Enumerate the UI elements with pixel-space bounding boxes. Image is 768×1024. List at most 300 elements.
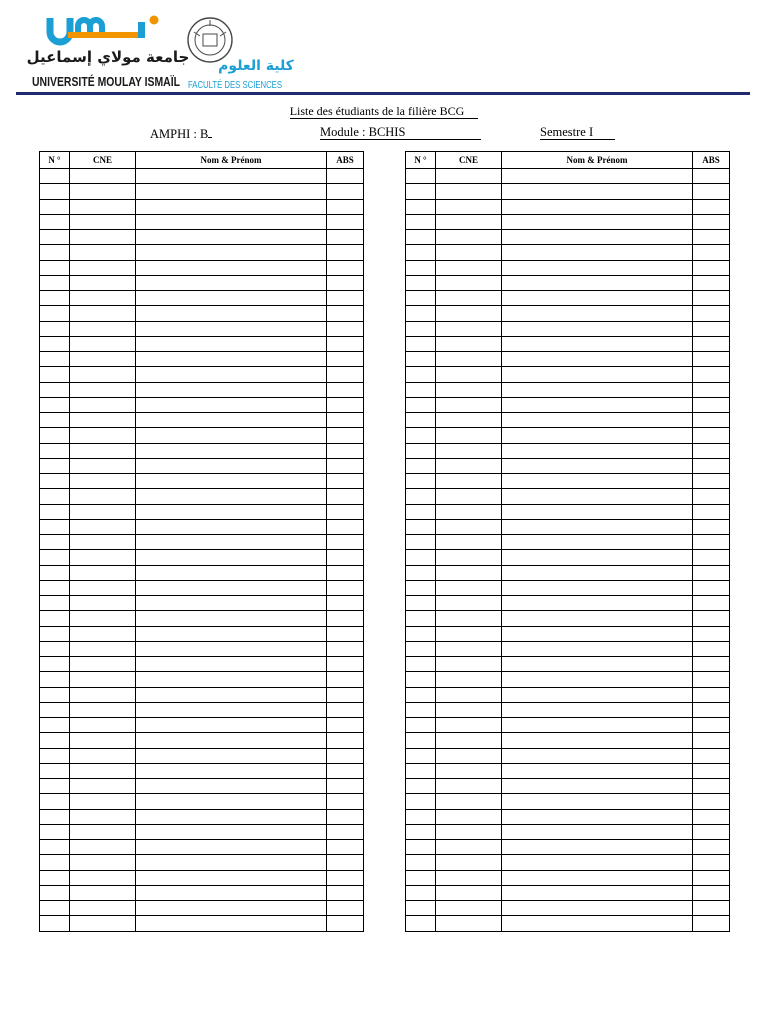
cell-number (406, 870, 436, 885)
cell-abs (693, 260, 730, 275)
table-row (406, 779, 730, 794)
cell-number (406, 519, 436, 534)
student-table-right (405, 151, 730, 932)
cell-cne (70, 336, 136, 351)
cell-number (40, 443, 70, 458)
cell-nom-prenom (136, 718, 327, 733)
col-header-abs: ABS (327, 152, 364, 169)
table-row (40, 352, 364, 367)
cell-cne (436, 611, 502, 626)
cell-number (406, 413, 436, 428)
table-row (406, 794, 730, 809)
table-row (406, 169, 730, 184)
cell-abs (693, 321, 730, 336)
cell-number (406, 763, 436, 778)
cell-abs (327, 321, 364, 336)
cell-abs (693, 291, 730, 306)
cell-cne (436, 901, 502, 916)
cell-cne (70, 382, 136, 397)
cell-cne (436, 199, 502, 214)
cell-number (40, 245, 70, 260)
cell-abs (327, 565, 364, 580)
cell-nom-prenom (136, 641, 327, 656)
table-row (406, 275, 730, 290)
table-row (40, 733, 364, 748)
cell-nom-prenom (502, 169, 693, 184)
cell-nom-prenom (136, 687, 327, 702)
cell-abs (693, 748, 730, 763)
cell-number (406, 214, 436, 229)
cell-nom-prenom (502, 657, 693, 672)
cell-cne (70, 214, 136, 229)
cell-nom-prenom (136, 870, 327, 885)
cell-nom-prenom (136, 855, 327, 870)
cell-abs (327, 855, 364, 870)
cell-nom-prenom (136, 169, 327, 184)
cell-nom-prenom (136, 794, 327, 809)
table-row (40, 382, 364, 397)
cell-nom-prenom (136, 413, 327, 428)
cell-abs (693, 428, 730, 443)
cell-abs (327, 657, 364, 672)
cell-number (406, 382, 436, 397)
cell-abs (327, 184, 364, 199)
cell-abs (693, 596, 730, 611)
table-row (406, 260, 730, 275)
cell-abs (693, 275, 730, 290)
cell-nom-prenom (136, 550, 327, 565)
cell-number (406, 611, 436, 626)
table-row (406, 565, 730, 580)
cell-number (40, 580, 70, 595)
cell-nom-prenom (136, 596, 327, 611)
cell-abs (693, 855, 730, 870)
cell-number (40, 809, 70, 824)
cell-cne (436, 855, 502, 870)
cell-cne (436, 352, 502, 367)
cell-number (406, 474, 436, 489)
table-row (40, 474, 364, 489)
cell-number (40, 550, 70, 565)
cell-nom-prenom (136, 306, 327, 321)
table-row (40, 260, 364, 275)
cell-cne (436, 291, 502, 306)
cell-abs (327, 214, 364, 229)
cell-abs (693, 458, 730, 473)
table-row (40, 169, 364, 184)
cell-number (40, 855, 70, 870)
faculte-logo (186, 12, 310, 92)
table-row (406, 214, 730, 229)
cell-cne (70, 413, 136, 428)
cell-number (406, 306, 436, 321)
table-row (406, 687, 730, 702)
cell-nom-prenom (502, 840, 693, 855)
cell-number (40, 428, 70, 443)
cell-abs (327, 367, 364, 382)
cell-number (406, 535, 436, 550)
cell-number (40, 794, 70, 809)
cell-nom-prenom (136, 443, 327, 458)
cell-number (406, 809, 436, 824)
cell-abs (693, 824, 730, 839)
cell-nom-prenom (502, 519, 693, 534)
table-row (40, 809, 364, 824)
cell-number (406, 428, 436, 443)
cell-nom-prenom (136, 474, 327, 489)
cell-cne (70, 489, 136, 504)
cell-abs (327, 916, 364, 931)
cell-abs (693, 794, 730, 809)
cell-abs (693, 702, 730, 717)
table-row (406, 489, 730, 504)
cell-cne (436, 702, 502, 717)
table-row (40, 275, 364, 290)
cell-number (40, 565, 70, 580)
cell-number (40, 870, 70, 885)
table-row (406, 672, 730, 687)
umi-logo (26, 12, 210, 92)
cell-number (406, 672, 436, 687)
cell-abs (327, 763, 364, 778)
table-row (406, 443, 730, 458)
cell-cne (70, 397, 136, 412)
cell-nom-prenom (502, 275, 693, 290)
cell-number (406, 550, 436, 565)
cell-number (406, 336, 436, 351)
cell-nom-prenom (136, 809, 327, 824)
cell-abs (327, 458, 364, 473)
cell-nom-prenom (136, 779, 327, 794)
header-rule (16, 92, 750, 95)
cell-number (40, 763, 70, 778)
cell-nom-prenom (136, 504, 327, 519)
cell-number (406, 702, 436, 717)
table-row (406, 550, 730, 565)
cell-abs (693, 580, 730, 595)
cell-number (406, 855, 436, 870)
cell-cne (70, 550, 136, 565)
faculte-latin-name: FACULTÉ DES SCIENCES (188, 80, 310, 91)
cell-abs (327, 748, 364, 763)
cell-abs (327, 397, 364, 412)
table-row (406, 733, 730, 748)
cell-number (406, 748, 436, 763)
table-row (40, 321, 364, 336)
cell-cne (436, 397, 502, 412)
cell-nom-prenom (136, 184, 327, 199)
table-row (406, 641, 730, 656)
cell-cne (436, 428, 502, 443)
cell-number (406, 885, 436, 900)
cell-nom-prenom (502, 824, 693, 839)
cell-cne (70, 580, 136, 595)
cell-number (406, 504, 436, 519)
cell-cne (436, 748, 502, 763)
cell-nom-prenom (502, 885, 693, 900)
cell-abs (693, 367, 730, 382)
cell-cne (436, 184, 502, 199)
table-row (40, 443, 364, 458)
table-row (40, 504, 364, 519)
cell-number (40, 824, 70, 839)
cell-abs (327, 169, 364, 184)
cell-nom-prenom (502, 245, 693, 260)
cell-abs (693, 611, 730, 626)
cell-number (40, 321, 70, 336)
cell-abs (693, 870, 730, 885)
table-row (40, 428, 364, 443)
table-row (40, 199, 364, 214)
table-row (40, 245, 364, 260)
cell-abs (327, 245, 364, 260)
cell-number (40, 413, 70, 428)
table-row (406, 718, 730, 733)
table-row (40, 336, 364, 351)
cell-nom-prenom (136, 275, 327, 290)
cell-number (406, 901, 436, 916)
table-row (406, 580, 730, 595)
table-row (406, 626, 730, 641)
cell-nom-prenom (136, 519, 327, 534)
cell-number (406, 779, 436, 794)
cell-number (40, 687, 70, 702)
cell-cne (70, 718, 136, 733)
cell-nom-prenom (136, 535, 327, 550)
cell-abs (693, 199, 730, 214)
cell-abs (693, 779, 730, 794)
cell-cne (436, 718, 502, 733)
cell-cne (70, 611, 136, 626)
table-row (40, 901, 364, 916)
cell-cne (70, 565, 136, 580)
cell-number (406, 824, 436, 839)
cell-nom-prenom (136, 763, 327, 778)
table-row (40, 306, 364, 321)
cell-number (406, 565, 436, 580)
cell-abs (327, 230, 364, 245)
cell-cne (70, 641, 136, 656)
cell-number (40, 611, 70, 626)
cell-nom-prenom (502, 733, 693, 748)
cell-abs (327, 809, 364, 824)
cell-number (40, 626, 70, 641)
cell-cne (436, 321, 502, 336)
cell-number (40, 718, 70, 733)
table-row (40, 489, 364, 504)
cell-cne (70, 733, 136, 748)
table-row (40, 702, 364, 717)
table-row (40, 870, 364, 885)
table-row (40, 885, 364, 900)
table-row (406, 901, 730, 916)
cell-abs (693, 809, 730, 824)
cell-nom-prenom (502, 748, 693, 763)
cell-abs (693, 397, 730, 412)
cell-number (406, 458, 436, 473)
cell-abs (327, 352, 364, 367)
cell-nom-prenom (502, 763, 693, 778)
cell-cne (70, 916, 136, 931)
cell-nom-prenom (502, 352, 693, 367)
cell-abs (693, 382, 730, 397)
cell-abs (693, 535, 730, 550)
cell-cne (436, 306, 502, 321)
cell-cne (436, 443, 502, 458)
cell-number (40, 519, 70, 534)
table-row (406, 885, 730, 900)
cell-number (406, 169, 436, 184)
cell-cne (436, 519, 502, 534)
cell-cne (436, 550, 502, 565)
cell-cne (436, 687, 502, 702)
cell-number (40, 840, 70, 855)
cell-number (40, 733, 70, 748)
cell-nom-prenom (136, 702, 327, 717)
cell-number (406, 230, 436, 245)
table-row (406, 824, 730, 839)
cell-number (40, 779, 70, 794)
cell-nom-prenom (502, 794, 693, 809)
cell-nom-prenom (136, 291, 327, 306)
cell-nom-prenom (136, 458, 327, 473)
cell-cne (70, 184, 136, 199)
cell-abs (693, 550, 730, 565)
cell-cne (70, 763, 136, 778)
cell-cne (436, 260, 502, 275)
table-row (406, 748, 730, 763)
cell-cne (436, 169, 502, 184)
col-header-abs: ABS (693, 152, 730, 169)
table-row (40, 413, 364, 428)
table-row (40, 840, 364, 855)
col-header-cne: CNE (436, 152, 502, 169)
table-row (406, 504, 730, 519)
cell-nom-prenom (136, 916, 327, 931)
table-row (40, 397, 364, 412)
cell-abs (693, 840, 730, 855)
cell-cne (70, 504, 136, 519)
cell-cne (436, 641, 502, 656)
cell-abs (693, 885, 730, 900)
table-row (40, 596, 364, 611)
cell-nom-prenom (136, 382, 327, 397)
cell-cne (70, 291, 136, 306)
cell-cne (70, 748, 136, 763)
cell-number (406, 184, 436, 199)
cell-number (40, 184, 70, 199)
table-row (406, 458, 730, 473)
table-row (406, 413, 730, 428)
cell-number (40, 336, 70, 351)
cell-nom-prenom (502, 702, 693, 717)
cell-abs (693, 169, 730, 184)
cell-nom-prenom (502, 565, 693, 580)
table-row (406, 916, 730, 931)
cell-cne (436, 794, 502, 809)
cell-number (40, 641, 70, 656)
cell-cne (70, 657, 136, 672)
cell-number (40, 169, 70, 184)
cell-cne (70, 321, 136, 336)
cell-abs (327, 626, 364, 641)
cell-abs (693, 245, 730, 260)
cell-number (40, 901, 70, 916)
cell-number (40, 214, 70, 229)
col-header-number: N ° (40, 152, 70, 169)
cell-nom-prenom (136, 733, 327, 748)
cell-abs (693, 474, 730, 489)
cell-number (40, 885, 70, 900)
table-row (40, 641, 364, 656)
cell-number (40, 275, 70, 290)
cell-nom-prenom (502, 870, 693, 885)
table-row (406, 367, 730, 382)
cell-cne (70, 626, 136, 641)
cell-nom-prenom (502, 580, 693, 595)
cell-abs (693, 672, 730, 687)
cell-abs (693, 214, 730, 229)
cell-nom-prenom (136, 626, 327, 641)
cell-nom-prenom (502, 413, 693, 428)
cell-abs (327, 870, 364, 885)
cell-abs (327, 641, 364, 656)
cell-cne (70, 260, 136, 275)
cell-number (40, 748, 70, 763)
cell-nom-prenom (502, 809, 693, 824)
cell-cne (436, 565, 502, 580)
table-row (40, 230, 364, 245)
cell-nom-prenom (502, 718, 693, 733)
cell-abs (327, 260, 364, 275)
cell-cne (70, 596, 136, 611)
cell-nom-prenom (502, 504, 693, 519)
cell-nom-prenom (502, 596, 693, 611)
cell-cne (436, 733, 502, 748)
table-header-row (406, 152, 730, 169)
cell-nom-prenom (502, 443, 693, 458)
cell-cne (436, 885, 502, 900)
table-row (406, 291, 730, 306)
cell-abs (693, 687, 730, 702)
cell-abs (327, 611, 364, 626)
cell-cne (70, 824, 136, 839)
cell-nom-prenom (136, 611, 327, 626)
table-row (40, 855, 364, 870)
student-table-left (39, 151, 364, 932)
table-row (40, 794, 364, 809)
table-row (40, 672, 364, 687)
col-header-nom-prenom: Nom & Prénom (136, 152, 327, 169)
cell-number (40, 306, 70, 321)
cell-number (40, 382, 70, 397)
cell-nom-prenom (502, 779, 693, 794)
cell-abs (327, 596, 364, 611)
cell-abs (327, 580, 364, 595)
table-row (40, 763, 364, 778)
cell-nom-prenom (136, 885, 327, 900)
cell-abs (327, 443, 364, 458)
cell-cne (436, 489, 502, 504)
cell-number (406, 596, 436, 611)
table-row (406, 245, 730, 260)
cell-number (40, 489, 70, 504)
cell-cne (70, 794, 136, 809)
cell-nom-prenom (502, 641, 693, 656)
cell-cne (436, 504, 502, 519)
cell-number (406, 352, 436, 367)
cell-cne (70, 840, 136, 855)
